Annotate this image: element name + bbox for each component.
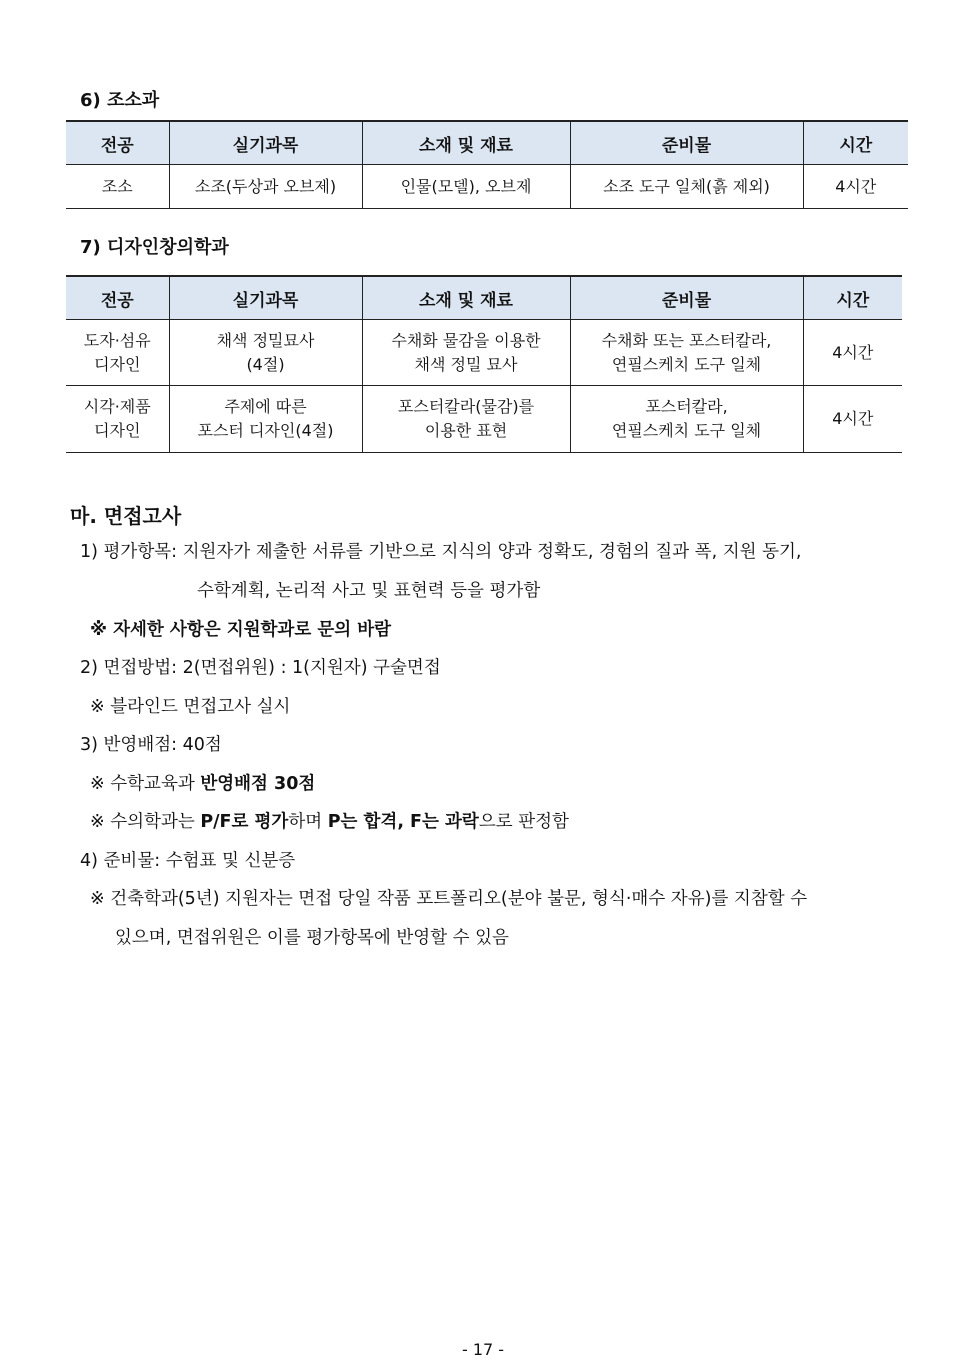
- inquiry-note: ※ 자세한 사항은 지원학과로 문의 바람: [90, 620, 392, 640]
- header-material: 소재 및 재료: [362, 121, 570, 165]
- section-6-title: 6) 조소과: [80, 90, 160, 111]
- header-prep: 준비물: [570, 121, 803, 165]
- header-time: 시간: [803, 276, 902, 320]
- cell-prep: 포스터칼라, 연필스케치 도구 일체: [570, 386, 803, 453]
- header-subject: 실기과목: [169, 276, 362, 320]
- interview-section-title: 마. 면접고사: [70, 504, 182, 528]
- header-major: 전공: [66, 276, 169, 320]
- design-exam-table: [66, 275, 902, 453]
- cell-material: 수채화 물감을 이용한 채색 정밀 묘사: [362, 320, 570, 386]
- preparation-items: 4) 준비물: 수험표 및 신분증: [80, 851, 296, 871]
- veterinary-note: ※ 수의학과는 P/F로 평가하며 P는 합격, F는 과락으로 판정함: [90, 812, 569, 832]
- math-education-note: ※ 수학교육과 반영배점 30점: [90, 774, 316, 794]
- cell-subject: 주제에 따른 포스터 디자인(4절): [169, 386, 362, 453]
- evaluation-items-line1: 1) 평가항목: 지원자가 제출한 서류를 기반으로 지식의 양과 정확도, 경험의 질과 폭, 지원 동기,: [80, 542, 802, 562]
- cell-material: 인물(모델), 오브제: [362, 165, 570, 209]
- table-header-row: [66, 121, 908, 165]
- header-material: 소재 및 재료: [362, 276, 570, 320]
- page-number: - 17 -: [461, 1340, 505, 1359]
- cell-time: 4시간: [803, 386, 902, 453]
- score-weight: 3) 반영배점: 40점: [80, 735, 222, 755]
- cell-major: 시각·제품 디자인: [66, 386, 169, 453]
- architecture-note-line2: 있으며, 면접위원은 이를 평가항목에 반영할 수 있음: [115, 928, 509, 948]
- cell-material: 포스터칼라(물감)를 이용한 표현: [362, 386, 570, 453]
- table-header-row: [66, 276, 902, 320]
- cell-prep: 수채화 또는 포스터칼라, 연필스케치 도구 일체: [570, 320, 803, 386]
- cell-major: 도자·섬유 디자인: [66, 320, 169, 386]
- table-row: [66, 320, 902, 386]
- sculpture-exam-table: [66, 120, 908, 209]
- cell-major: 조소: [66, 165, 169, 209]
- interview-method: 2) 면접방법: 2(면접위원) : 1(지원자) 구술면접: [80, 658, 441, 678]
- header-subject: 실기과목: [169, 121, 362, 165]
- header-time: 시간: [803, 121, 908, 165]
- cell-subject: 소조(두상과 오브제): [169, 165, 362, 209]
- architecture-note-line1: ※ 건축학과(5년) 지원자는 면접 당일 작품 포트폴리오(분야 불문, 형식·매수 자유)를 지참할 수: [90, 889, 808, 909]
- blind-interview-note: ※ 블라인드 면접고사 실시: [90, 697, 291, 717]
- cell-prep: 소조 도구 일체(흙 제외): [570, 165, 803, 209]
- cell-subject: 채색 정밀묘사 (4절): [169, 320, 362, 386]
- evaluation-items-line2: 수학계획, 논리적 사고 및 표현력 등을 평가함: [197, 581, 541, 601]
- header-major: 전공: [66, 121, 169, 165]
- section-7-title: 7) 디자인창의학과: [80, 237, 229, 258]
- cell-time: 4시간: [803, 165, 908, 209]
- table-row: [66, 165, 908, 209]
- header-prep: 준비물: [570, 276, 803, 320]
- table-row: [66, 386, 902, 453]
- cell-time: 4시간: [803, 320, 902, 386]
